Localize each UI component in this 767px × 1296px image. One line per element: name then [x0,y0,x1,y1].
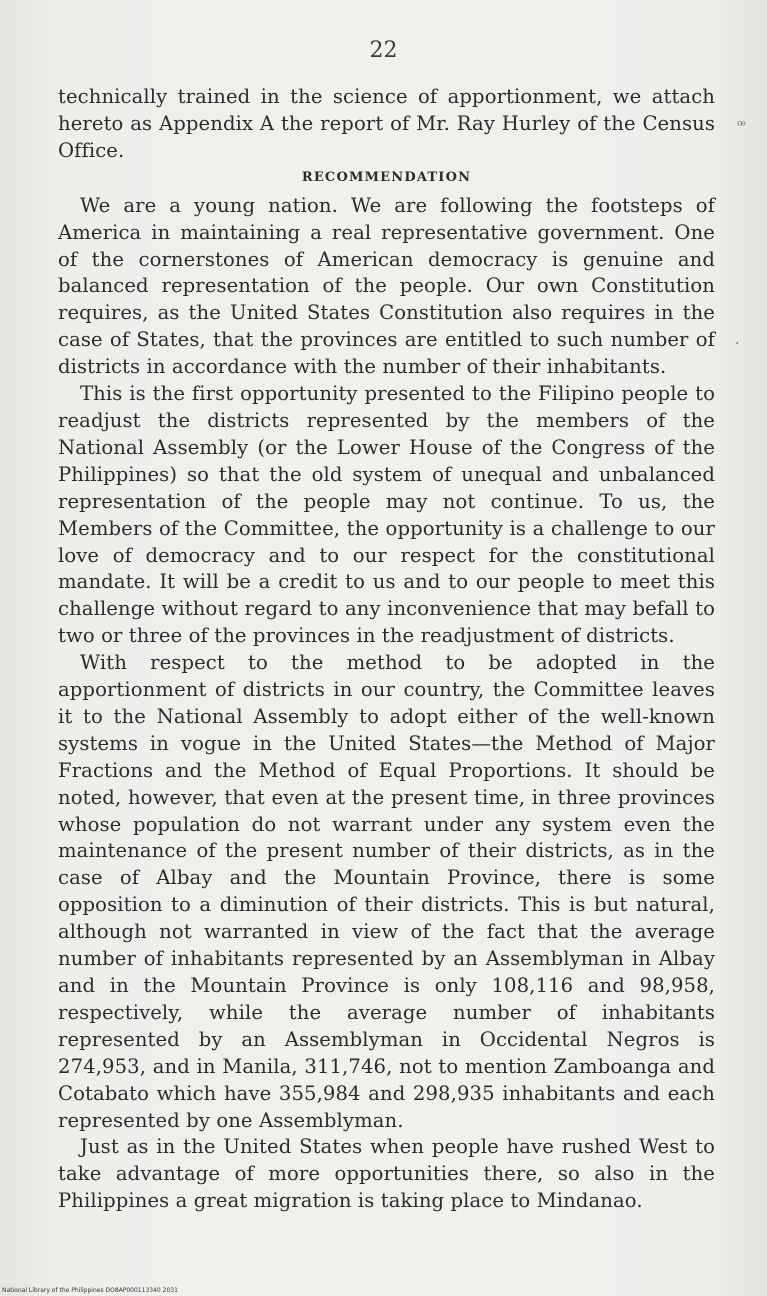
page-number: 22 [369,38,398,63]
paragraph-4: Just as in the United States when people have rushed West to take advantage of more opportunities there, so also in the Philippines a great migration is taking place to Mindanao. [58,1135,715,1213]
margin-mark: ꟹ [737,118,746,134]
margin-dot: · [735,336,740,352]
opening-paragraph: technically trained in the science of apportionment, we attach hereto as Appendix A the report of Mr. Ray Hurley of the Census Office. [58,85,715,162]
section-heading: RECOMMENDATION [301,169,472,185]
body-text [58,84,715,1215]
paragraph-3: With respect to the method to be adopted in the apportionment of districts in our country, the Committee leaves it to the National Assembly to adopt either of the well-known systems in vogue in the United States—the Method of Major Fractions and the Method of Equal Proportions. It should be noted, however, that even at the present time, in three provinces whose population do not warrant under any system even the maintenance of the present number of their districts, as in the case of Albay and the Mountain Province, there is some opposition to a diminution of their districts. This is but natural, although not warranted in view of the fact that the average number of inhabitants represented by an Assemblyman in Albay and in the Mountain Province is only 108,116 and 98,958, respectively, while the average number of inhabitants represented by an Assemblyman in Occidental Negros is 274,953, and in Manila, 311,746, not to mention Zamboanga and Cotabato which have 355,984 and 298,935 inhabitants and each represented by one Assemblyman. [58,651,715,1132]
paragraph-2: This is the first opportunity presented to the Filipino people to readjust the districts represented by the members of the National Assembly (or the Lower House of the Congress of the Philippines) so that the old system of unequal and unbalanced representation of the people may not continue. To us, the Members of the Committee, the opportunity is a challenge to our love of democracy and to our respect for the constitutional mandate. It will be a credit to us and to our people to meet this challenge without regard to any inconvenience that may befall to two or three of the provinces in the readjustment of districts. [58,382,715,648]
scan-footer: National Library of the Philippines DO8AP000113340 2031 [2,1287,178,1294]
paragraph-1: We are a young nation. We are following the footsteps of America in maintaining a real representative government. One of the cornerstones of American democracy is genuine and balanced representation of the people. Our own Constitution requires, as the United States Constitution also requires in the case of States, that the provinces are entitled to such number of districts in accordance with the number of their inhabitants. [58,193,715,379]
